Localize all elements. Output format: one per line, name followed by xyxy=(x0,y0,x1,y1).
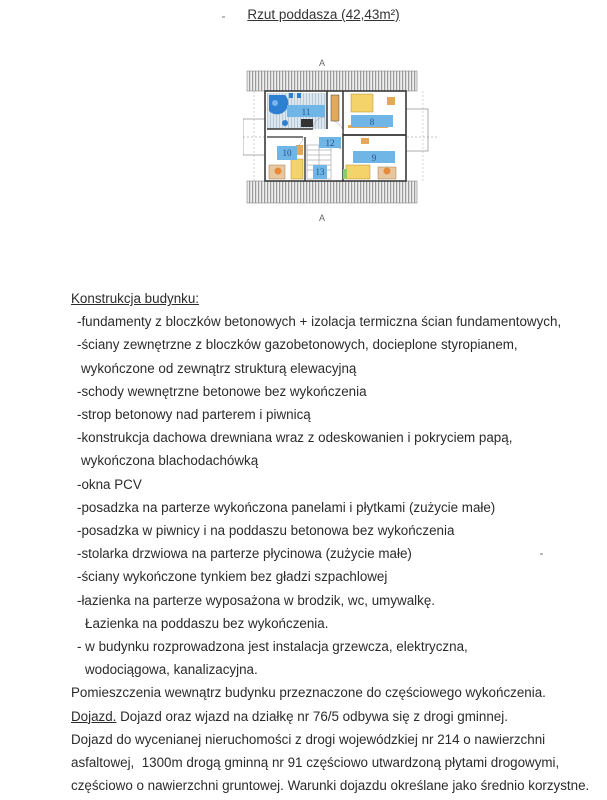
access-line xyxy=(71,705,601,728)
roof-top xyxy=(247,71,417,91)
construction-item: -okna PCV xyxy=(77,476,142,492)
bed-room-10 xyxy=(291,159,303,179)
access-heading: Dojazd. xyxy=(71,708,117,724)
construction-item: -posadzka na parterze wykończona panelami i płytkami (zużycie małe) xyxy=(77,499,496,515)
construction-item: -strop betonowy nad parterem i piwnicą xyxy=(77,407,311,423)
room-label-9 xyxy=(353,151,395,163)
construction-item: -ściany wykończone tynkiem bez gładzi szpachlowej xyxy=(77,569,388,585)
attic-floor-plan xyxy=(243,53,439,233)
svg-text:12: 12 xyxy=(325,138,335,148)
construction-item: -schody wewnętrzne betonowe bez wykończenia xyxy=(77,383,367,399)
svg-text:10: 10 xyxy=(282,148,292,158)
construction-item: -konstrukcja dachowa drewniana wraz z odeskowanien i pokryciem papą, xyxy=(77,430,513,446)
section-marker-top: A xyxy=(319,58,326,68)
svg-text:9: 9 xyxy=(371,153,377,163)
access-detail: asfaltowej, 1300m drogą gminną nr 91 częściowo utwardzoną płytami drogowymi, xyxy=(71,755,560,771)
construction-item: - w budynku rozprowadzona jest instalacja grzewcza, elektryczna, xyxy=(77,639,468,655)
room-label-8 xyxy=(351,115,393,127)
construction-item: wodociągowa, kanalizacyjna. xyxy=(85,662,258,678)
svg-text:13: 13 xyxy=(315,167,325,177)
construction-item: -fundamenty z bloczków betonowych + izolacja termiczna ścian fundamentowych, xyxy=(77,314,562,330)
description-body xyxy=(71,287,601,797)
bed-room-9 xyxy=(346,165,370,179)
section-marker-bottom: A xyxy=(319,213,326,223)
construction-item: wykończone od zewnątrz strukturą elewacyjną xyxy=(81,360,357,376)
access-detail: Dojazd do wycenianej nieruchomości z drogi wojewódzkiej nr 214 o nawierzchni xyxy=(71,731,546,747)
room-label-12 xyxy=(319,137,341,148)
access-text: Dojazd oraz wjazd na działkę nr 76/5 odbywa się z drogi gminnej. xyxy=(116,708,508,724)
construction-item: wykończona blachodachówką xyxy=(81,453,259,469)
construction-item: -łazienka na parterze wyposażona w brodzik, wc, umywalkę. xyxy=(77,592,435,608)
svg-text:11: 11 xyxy=(301,107,311,117)
svg-text:8: 8 xyxy=(369,117,375,127)
page-title: Rzut poddasza (42,43m²) xyxy=(247,7,400,22)
scan-speck xyxy=(222,16,225,18)
construction-item: -stolarka drzwiowa na parterze płycinowa (zużycie małe) xyxy=(77,546,412,562)
construction-item: -ściany zewnętrzne z bloczków gazobetonowych, docieplone styropianem, xyxy=(77,337,518,353)
construction-item: -posadzka w piwnicy i na poddaszu betonowa bez wykończenia xyxy=(77,523,455,539)
room-label-13 xyxy=(313,165,327,179)
dormer-right xyxy=(406,109,428,151)
room-label-11 xyxy=(287,105,325,117)
construction-item: Łazienka na poddaszu bez wykończenia. xyxy=(85,615,329,631)
rooms-note: Pomieszczenia wewnątrz budynku przeznaczone do częściowego wykończenia. xyxy=(71,685,546,701)
access-detail: częściowo o nawierzchni gruntowej. Warunki dojazdu określane jako średnio korzystne. xyxy=(71,778,590,794)
toilet xyxy=(282,120,288,126)
roof-bottom xyxy=(247,181,417,203)
room-label-10 xyxy=(277,146,297,160)
page-title-wrap xyxy=(0,6,607,24)
construction-heading: Konstrukcja budynku: xyxy=(71,291,200,306)
bed-room-8 xyxy=(351,94,373,112)
